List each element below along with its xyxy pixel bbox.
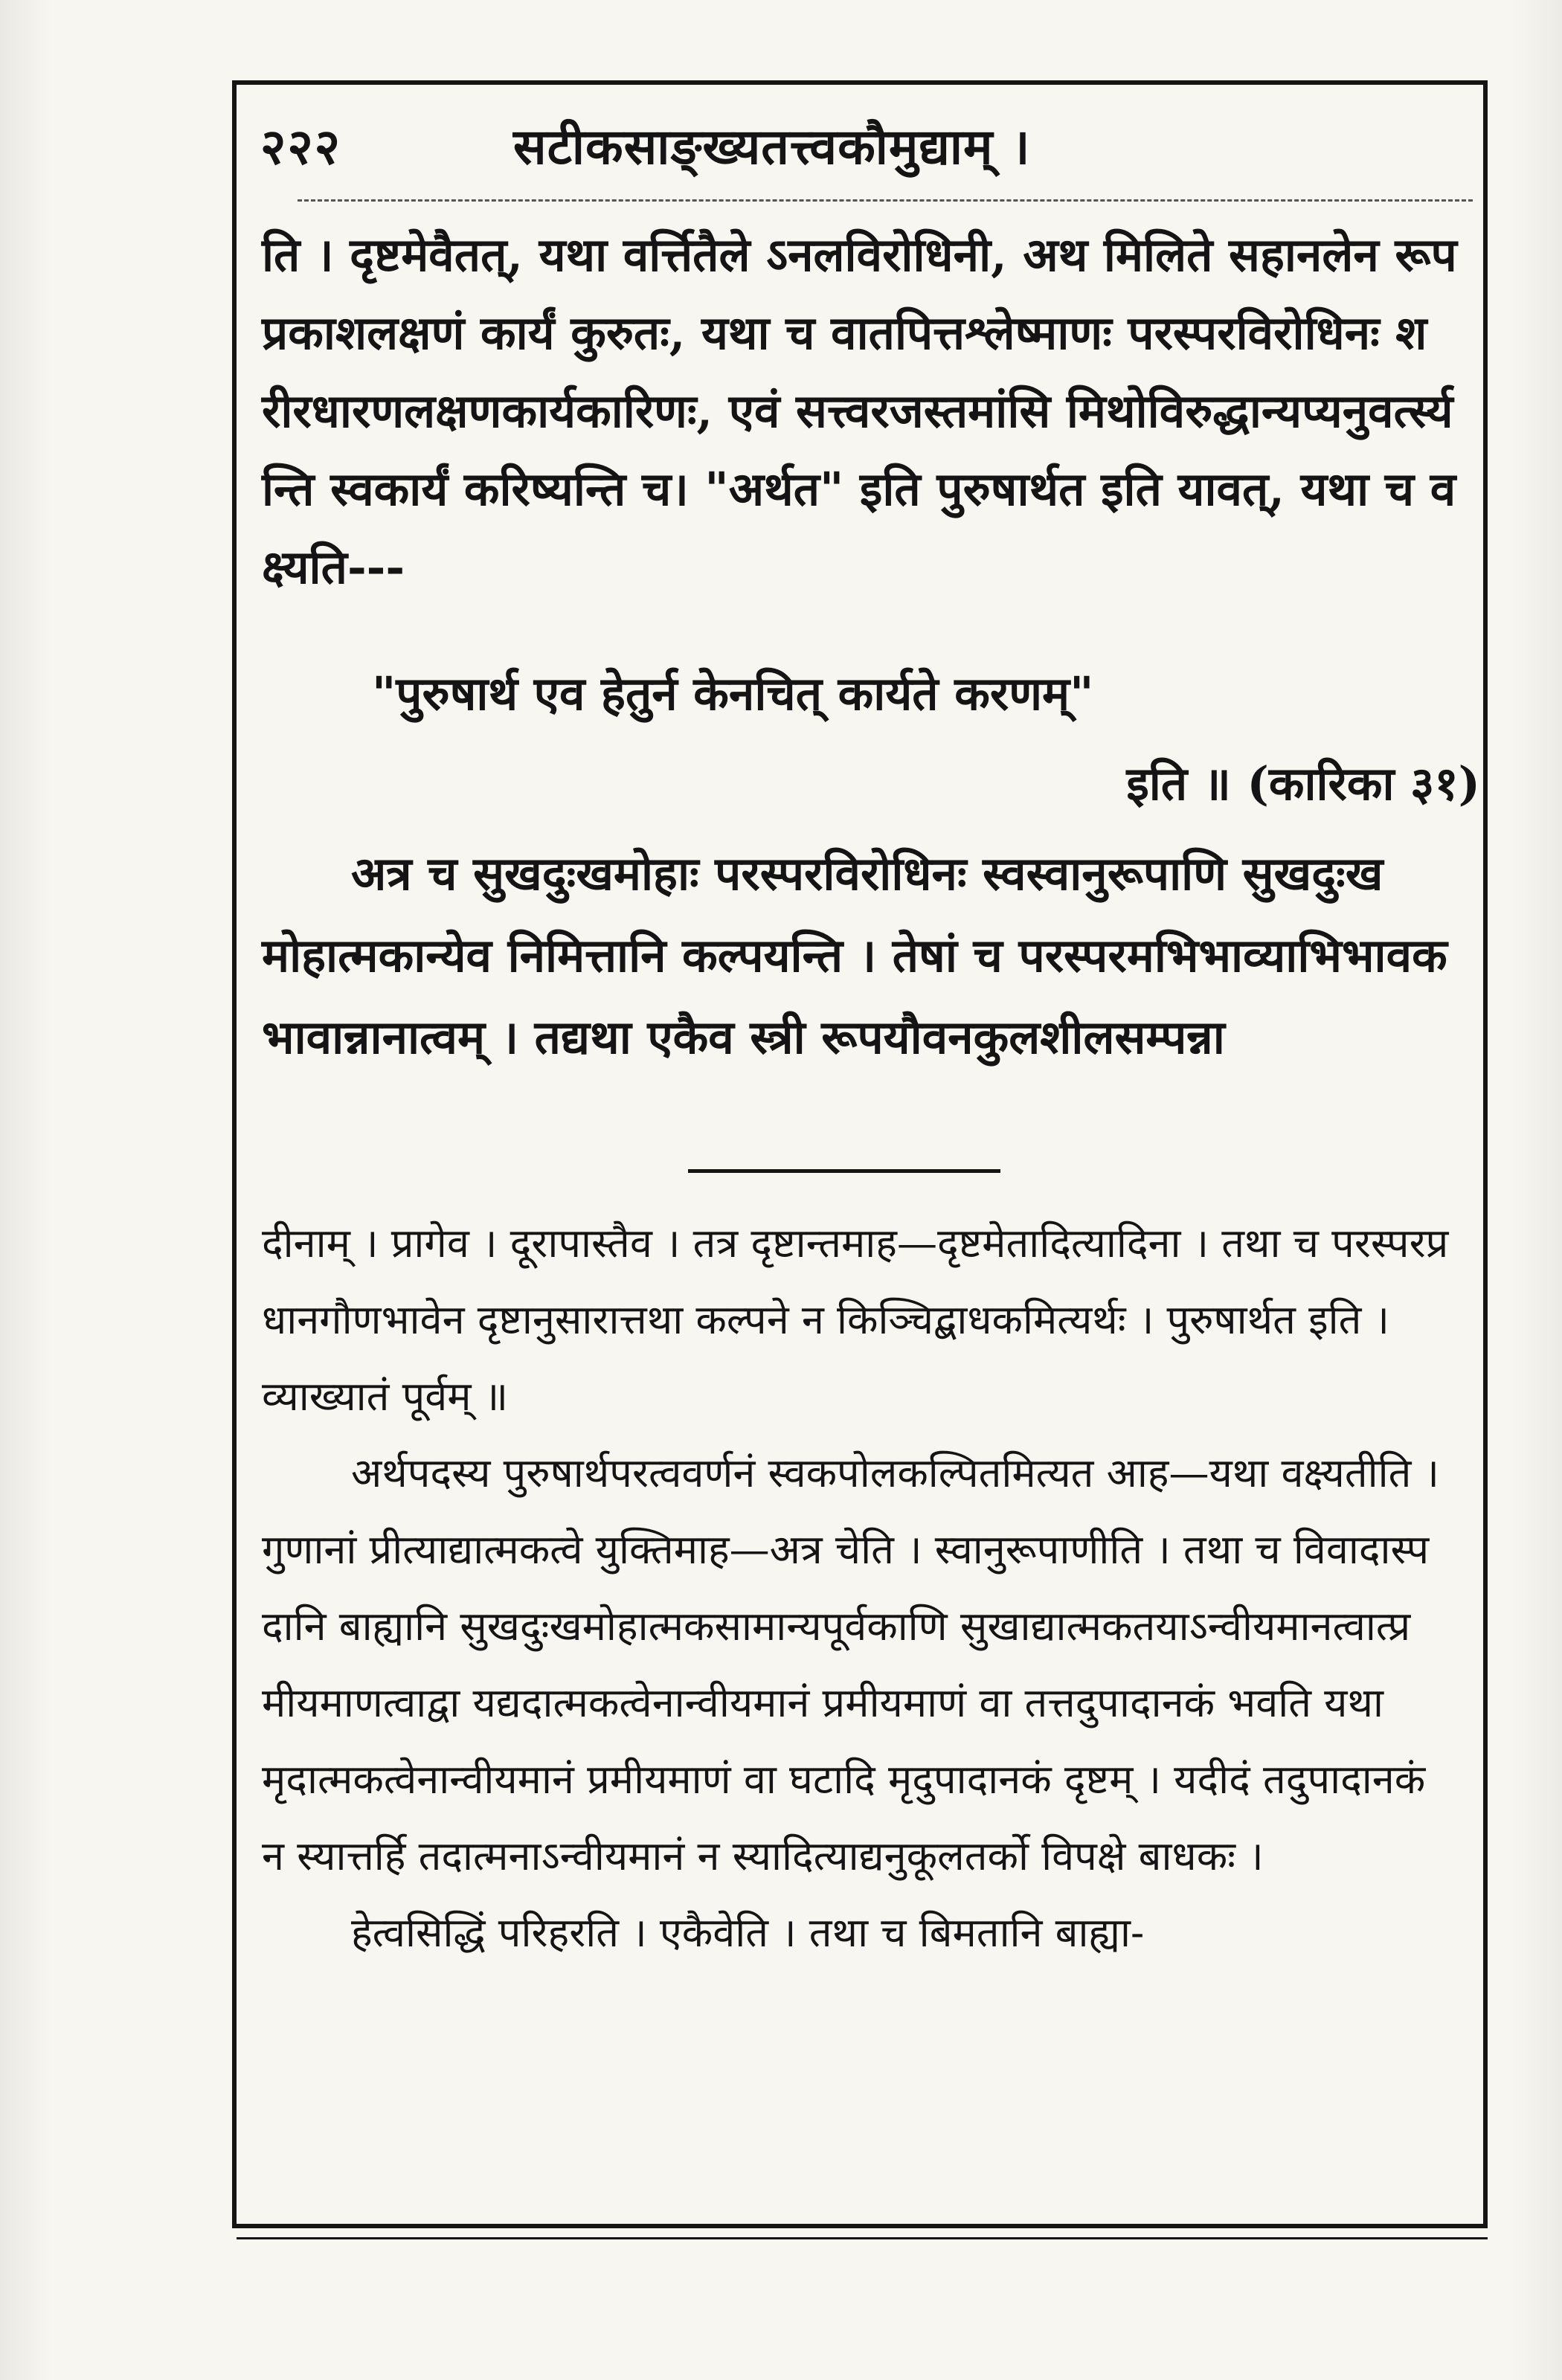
scan-margin-right [1510,0,1562,2380]
page-border-bottom-rule [237,2237,1488,2239]
header-divider [298,199,1473,202]
commentary-block [262,1205,1459,1971]
scan-margin-left [0,0,52,2380]
commentary-paragraph-2: अर्थपदस्य पुरुषार्थपरत्ववर्णनं स्वकपोलकल्पितमित्यत आह—यथा वक्ष्यतीति । गुणानां प्रीत्याद्यात्मकत्वे युक्तिमाह—अत्र चेति । स्वानुरूपाणीति । तथा च विवादास्पदानि बाह्यानि सुखदुःखमोहात्मकसामान्यपूर्वकाणि सुखाद्यात्मकतयाऽन्वीयमानत्वात्प्रमीयमाणत्वाद्वा यद्यदात्मकत्वेनान्वीयमानं प्रमीयमाणं वा तत्तदुपादानकं भवति यथा मृदात्मकत्वेनान्वीयमानं प्रमीयमाणं वा घटादि मृदुपादानकं दृष्टम् । यदीदं तदुपादानकं न स्यात्तर्हि तदात्मनाऽन्वीयमानं न स्यादित्याद्यनुकूलतर्को विपक्षे बाधकः । [262,1450,1439,1879]
page-header [260,112,1465,193]
running-title: सटीकसाङ्ख्यतत्त्वकौमुद्याम् । [513,118,1031,176]
quoted-verse: "पुरुषार्थ एव हेतुर्न केनचित् कार्यते करणम्" [372,666,1094,721]
main-paragraph-2: अत्र च सुखदुःखमोहाः परस्परविरोधिनः स्वस्वानुरूपाणि सुखदुःखमोहात्मकान्येव निमित्तानि कल्पयन्ति । तेषां च परस्परमभिभाव्याभिभावकभावान्नानात्वम् । तद्यथा एकैव स्त्री रूपयौवनकुलशीलसम्पन्ना [262,846,1447,1064]
main-paragraph-1: ति । दृष्टमेवैतत्, यथा वर्त्तितैले ऽनलविरोधिनी, अथ मिलिते सहानलेन रूपप्रकाशलक्षणं कार्यं कुरुतः, यथा च वातपित्तश्लेष्माणः परस्परविरोधिनः शरीरधारणलक्षणकार्यकारिणः, एवं सत्त्वरजस्तमांसि मिथोविरुद्धान्यप्यनुवर्त्स्यन्ति स्वकार्यं करिष्यन्ति च। "अर्थत" इति पुरुषार्थत इति यावत्, यथा च वक्ष्यति--- [262,228,1457,594]
verse-reference: इति ॥ (कारिका ३१) [1126,756,1480,811]
commentary-paragraph-3: हेत्वसिद्धिं परिहरति । एकैवेति । तथा च बिमतानि बाह्या- [351,1909,1145,1956]
main-text-block [262,216,1459,606]
commentary-paragraph-1: दीनाम् । प्रागेव । दूरापास्तैव । तत्र दृष्टान्तमाह—दृष्टमेतादित्यादिना । तथा च परस्परप्रधानगौणभावेन दृष्टानुसारात्तथा कल्पने न किञ्चिद्बाधकमित्यर्थः । पुरुषार्थत इति । व्याख्यातं पूर्वम् ॥ [262,1220,1449,1420]
page-number: २२२ [260,118,341,176]
text-commentary-separator [688,1169,1000,1173]
